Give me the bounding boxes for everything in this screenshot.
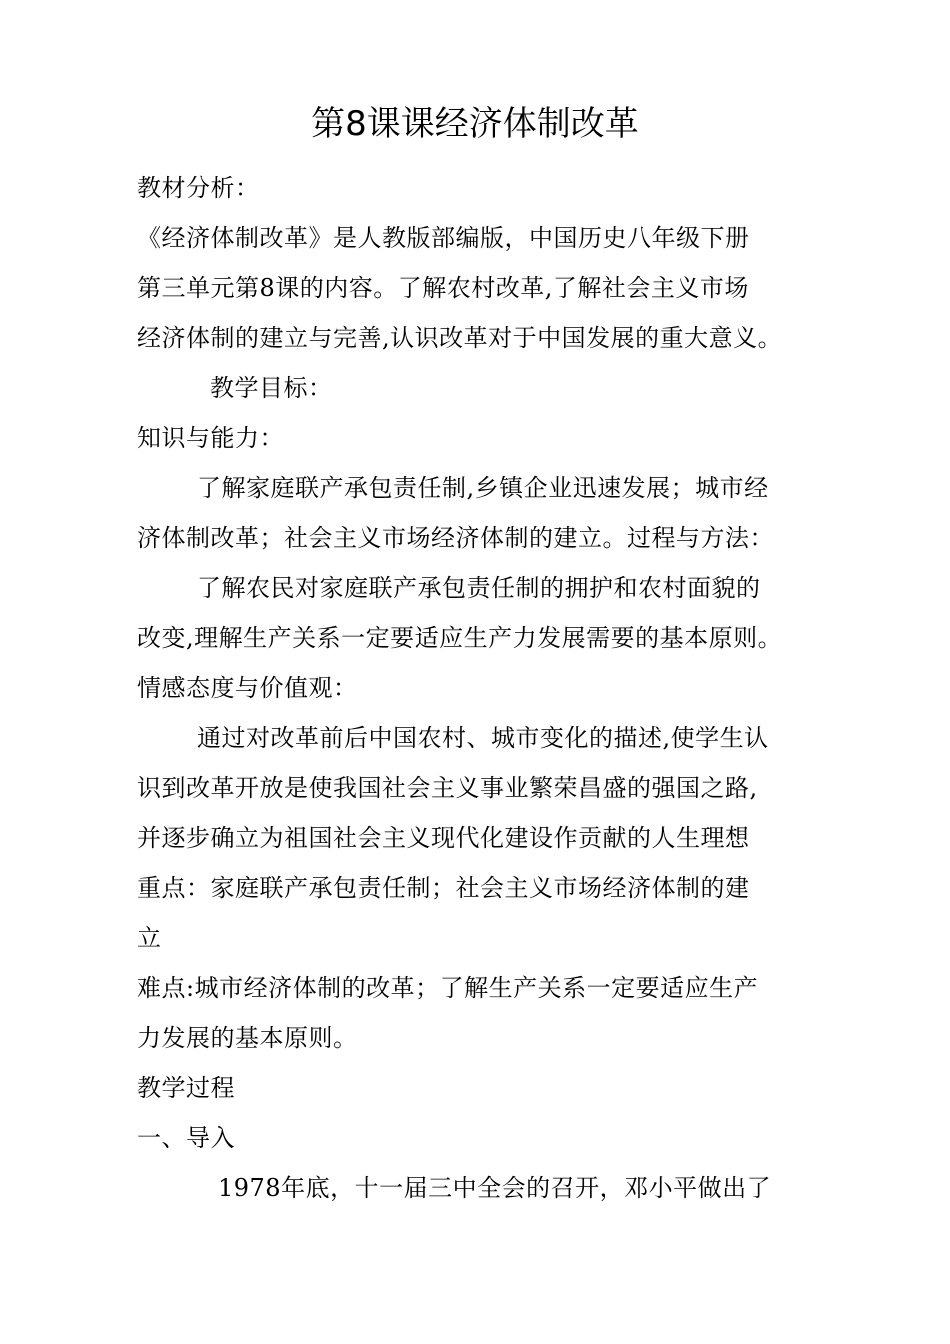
text-line: 识到改革开放是使我国社会主义事业繁荣昌盛的强国之路, [137, 774, 758, 802]
text-line: 力发展的基本原则。 [137, 1024, 358, 1052]
text-line: 改变,理解生产关系一定要适应生产力发展需要的基本原则。 [137, 624, 783, 652]
text-line: 重点：家庭联产承包责任制；社会主义市场经济体制的建 [137, 874, 750, 902]
text-line: 教学目标： [210, 374, 333, 402]
text-line: 济体制改革；社会主义市场经济体制的建立。过程与方法： [137, 524, 774, 552]
text-line: 情感态度与价值观： [137, 674, 358, 702]
text-line: 教材分析： [137, 174, 260, 202]
text-line: 了解家庭联产承包责任制,乡镇企业迅速发展；城市经 [197, 474, 769, 502]
text-line: 教学过程 [137, 1074, 235, 1102]
text-line: 1978年底，十一届三中全会的召开，邓小平做出了 [218, 1174, 772, 1202]
document-title: 第8课课经济体制改革 [311, 104, 639, 144]
text-line: 难点:城市经济体制的改革；了解生产关系一定要适应生产 [137, 974, 759, 1002]
text-line: 《经济体制改革》是人教版部编版，中国历史八年级下册 [137, 224, 750, 252]
text-line: 立 [137, 924, 162, 952]
text-line: 第三单元第8课的内容。了解农村改革,了解社会主义市场 [137, 274, 749, 302]
text-line: 经济体制的建立与完善,认识改革对于中国发展的重大意义。 [137, 324, 783, 352]
text-line: 通过对改革前后中国农村、城市变化的描述,使学生认 [197, 724, 769, 752]
text-line: 并逐步确立为祖国社会主义现代化建设作贡献的人生理想 [137, 824, 750, 852]
text-line: 知识与能力： [137, 424, 284, 452]
text-line: 了解农民对家庭联产承包责任制的拥护和农村面貌的 [197, 574, 761, 602]
text-line: 一、导入 [137, 1124, 235, 1152]
